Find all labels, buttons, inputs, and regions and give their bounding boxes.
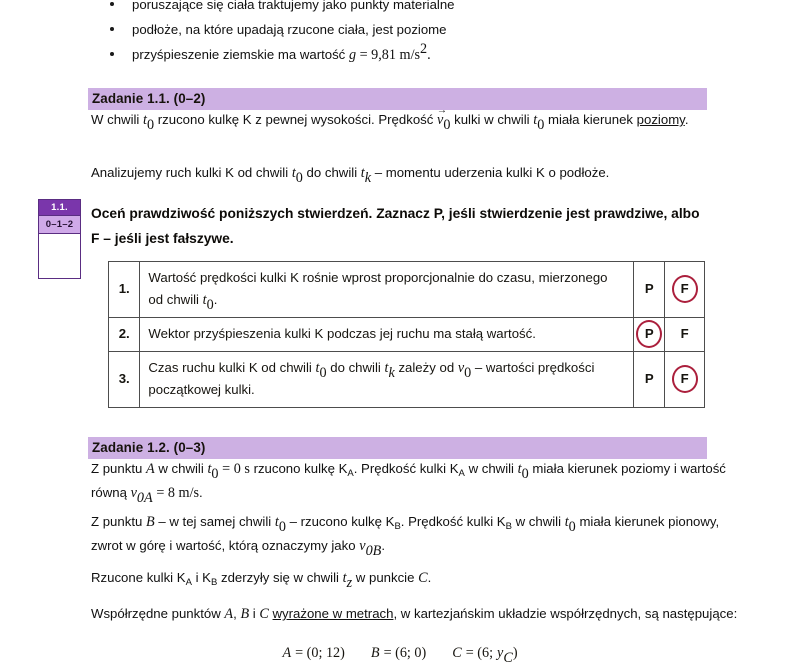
list-item	[108, 0, 748, 17]
row-statement	[140, 262, 634, 318]
v0A-equals-value: = 8 m/s	[156, 485, 200, 501]
symbol-t0-sub: 0	[146, 116, 155, 133]
symbol-v0B: v	[359, 538, 366, 554]
point-A: A	[224, 606, 234, 622]
p2-text: – w tej samej chwili	[158, 514, 272, 529]
formula-C-value-open: = (6;	[465, 645, 494, 661]
symbol-tk-sub: k	[388, 364, 395, 381]
option-true[interactable]	[634, 318, 665, 352]
score-box-blank-field[interactable]	[39, 234, 80, 278]
row-statement	[140, 318, 634, 352]
formula-point-B: B	[370, 645, 380, 661]
p2-text: w chwili	[158, 461, 204, 476]
symbol-t0: t	[207, 461, 212, 477]
symbol-t0: t	[291, 165, 296, 181]
p2-text: rzucono kulkę K z pewnej wysokości. Prędkość	[157, 112, 434, 127]
assumption-text-1: poruszające się ciała traktujemy jako punkty materialne	[132, 0, 455, 12]
p3-text: zderzyły się w chwili	[220, 570, 339, 585]
statement-mid-2: zależy od	[398, 360, 455, 375]
task-1-2-paragraph-4	[91, 602, 751, 626]
symbol-g: g	[348, 47, 357, 63]
symbol-tz-sub: z	[346, 574, 353, 591]
symbol-t0: t	[202, 292, 207, 308]
statement-text: Wektor przyśpieszenia kulki K podczas jej ruchu ma stałą wartość.	[148, 326, 536, 341]
score-box-1-1	[38, 199, 81, 279]
bullet-icon	[110, 52, 114, 56]
point-C: C	[418, 570, 428, 586]
table-row	[109, 318, 705, 352]
p5-text: .	[427, 570, 432, 585]
option-false[interactable]	[665, 352, 705, 408]
point-B: B	[146, 514, 155, 530]
statement-text-end: .	[213, 292, 218, 307]
symbol-t0: t	[274, 514, 279, 530]
symbol-t0-b-sub: 0	[568, 518, 576, 535]
score-box-task-number: 1.1.	[39, 200, 80, 215]
p4-text: . Prędkość kulki K	[353, 461, 459, 476]
row-statement	[140, 352, 634, 408]
table-row	[109, 262, 705, 318]
task-1-1-instruction: Oceń prawdziwość poniższych stwierdzeń. Zaznacz P, jeśli stwierdzenie jest prawdziwe, albo F – jeśli jest fałszywe.	[91, 206, 700, 246]
symbol-tk: t	[384, 360, 389, 376]
score-box-points-scale: 0–1–2	[39, 215, 80, 234]
p1-text: Z punktu	[91, 461, 143, 476]
option-false[interactable]	[665, 262, 705, 318]
symbol-t0-sub: 0	[206, 296, 214, 313]
p6-text: miała kierunek pionowy, zwrot w górę i wartość, którą oznaczymy jako	[91, 514, 720, 553]
task-1-2-paragraph-3	[91, 566, 751, 590]
bullet-icon	[110, 27, 114, 31]
point-A: A	[146, 461, 155, 477]
row-number: 2.	[109, 318, 140, 352]
underlined-wyrazone-w-metrach: wyrażone w metrach	[272, 606, 394, 621]
symbol-t0-sub: 0	[319, 364, 327, 381]
ball-A-sub: A	[185, 576, 192, 588]
p4-text: w punkcie	[355, 570, 415, 585]
symbol-t0-sub: 0	[295, 169, 303, 186]
task-1-1-header: Zadanie 1.1. (0–2)	[88, 88, 707, 110]
ball-A-sub: A	[347, 467, 354, 479]
coordinates-formula	[0, 644, 800, 666]
symbol-v0B-sub: 0B	[365, 542, 382, 559]
comma: ,	[233, 606, 237, 621]
symbol-v0A: v	[130, 485, 137, 501]
statement-text-end: – wartości prędkości początkowej kulki.	[148, 360, 595, 397]
ball-A-sub-2: A	[458, 467, 465, 479]
formula-yC-sub: C	[503, 649, 513, 666]
symbol-t0-b-sub: 0	[537, 116, 545, 133]
p6-text: miała kierunek poziomy i wartość równą	[91, 461, 726, 500]
p3-text: – momentu uderzenia kulki K o podłoże.	[374, 165, 610, 180]
assumption-text-3: przyśpieszenie ziemskie ma wartość	[132, 47, 346, 62]
p7-text: .	[381, 538, 385, 553]
task-1-1-paragraph-1	[91, 108, 721, 132]
ball-B-sub: B	[210, 576, 218, 588]
option-p-label: P	[644, 371, 654, 386]
symbol-t0-sub: 0	[278, 518, 286, 535]
g-value: 9,81 m/s	[371, 47, 421, 63]
p1-text: Współrzędne punktów	[91, 606, 221, 621]
row-number: 1.	[109, 262, 140, 318]
option-p-label: P	[644, 281, 654, 296]
symbol-tk: t	[360, 165, 365, 181]
p3-text: – rzucono kulkę K	[289, 514, 395, 529]
statement-mid: do chwili	[330, 360, 381, 375]
p5-text: w chwili	[468, 461, 514, 476]
task-1-2-paragraph-1	[91, 457, 751, 505]
row-number: 3.	[109, 352, 140, 408]
statement-text: Czas ruchu kulki K od chwili	[148, 360, 312, 375]
equals-sign: =	[359, 47, 368, 63]
g-period: .	[427, 47, 431, 63]
p7-text: .	[199, 485, 203, 500]
formula-yC: y	[497, 645, 504, 661]
p5-text: .	[684, 112, 689, 127]
formula-B-value: = (6; 0)	[383, 645, 427, 661]
symbol-t0-b-sub: 0	[521, 465, 529, 482]
option-true[interactable]	[634, 262, 665, 318]
p3-text: rzucono kulkę K	[253, 461, 348, 476]
symbol-t0-b: t	[533, 112, 538, 128]
symbol-v0-sub: 0	[464, 364, 472, 381]
statement-text: Wartość prędkości kulki K rośnie wprost proporcjonalnie do czasu, mierzonego od chwili	[148, 270, 608, 307]
true-false-table	[108, 261, 705, 408]
task-1-2-paragraph-2	[91, 510, 751, 558]
p2-text: , w kartezjańskim układzie współrzędnych, są następujące:	[393, 606, 738, 621]
assumptions-list	[108, 0, 748, 68]
p1-text: Z punktu	[91, 514, 143, 529]
p3-text: kulki w chwili	[454, 112, 530, 127]
symbol-t0-b: t	[517, 461, 522, 477]
p1-text: Rzucone kulki K	[91, 570, 186, 585]
option-true[interactable]	[634, 352, 665, 408]
list-item	[108, 17, 748, 42]
p5-text: w chwili	[515, 514, 562, 529]
symbol-tz: t	[342, 570, 347, 586]
p1-text: Analizujemy ruch kulki K od chwili	[91, 165, 289, 180]
option-f-label-selected: F	[677, 278, 692, 300]
symbol-t0: t	[143, 112, 147, 128]
p4-text: miała kierunek	[547, 112, 633, 127]
symbol-v0: v	[457, 360, 465, 376]
ball-B-sub-2: B	[505, 520, 512, 532]
point-C: C	[259, 606, 269, 622]
point-B: B	[240, 606, 250, 622]
symbol-v-vector: → v	[437, 108, 443, 132]
task-1-2-header: Zadanie 1.2. (0–3)	[88, 437, 707, 459]
option-p-label-selected: P	[642, 323, 657, 345]
table-row	[109, 352, 705, 408]
p2-text: i K	[195, 570, 211, 585]
formula-point-A: A	[282, 645, 292, 661]
symbol-t0: t	[315, 360, 320, 376]
p2-text: do chwili	[306, 165, 358, 180]
bullet-icon	[110, 2, 114, 6]
symbol-t0-b: t	[564, 514, 569, 530]
task-1-1-paragraph-2	[91, 161, 751, 185]
formula-C-value-close: )	[512, 645, 518, 661]
option-f-label-selected: F	[677, 368, 692, 390]
symbol-v-sub: 0	[443, 116, 451, 133]
formula-A-value: = (0; 12)	[295, 645, 345, 661]
option-false[interactable]	[665, 318, 705, 352]
t0-equals-value: = 0 s	[222, 461, 250, 477]
option-f-label: F	[680, 326, 689, 341]
p1-text: W chwili	[91, 112, 140, 127]
conjunction: i	[252, 606, 256, 621]
ball-B-sub: B	[394, 520, 401, 532]
p4-text: . Prędkość kulki K	[400, 514, 506, 529]
g-exponent: 2	[420, 40, 428, 57]
list-item	[108, 42, 748, 68]
formula-point-C: C	[452, 645, 462, 661]
symbol-tk-sub: k	[364, 169, 372, 186]
symbol-v0A-sub: 0A	[136, 489, 153, 506]
underlined-poziomy: poziomy	[636, 112, 685, 127]
symbol-t0-sub: 0	[211, 465, 219, 482]
assumption-text-2: podłoże, na które upadają rzucone ciała, jest poziome	[132, 22, 447, 37]
